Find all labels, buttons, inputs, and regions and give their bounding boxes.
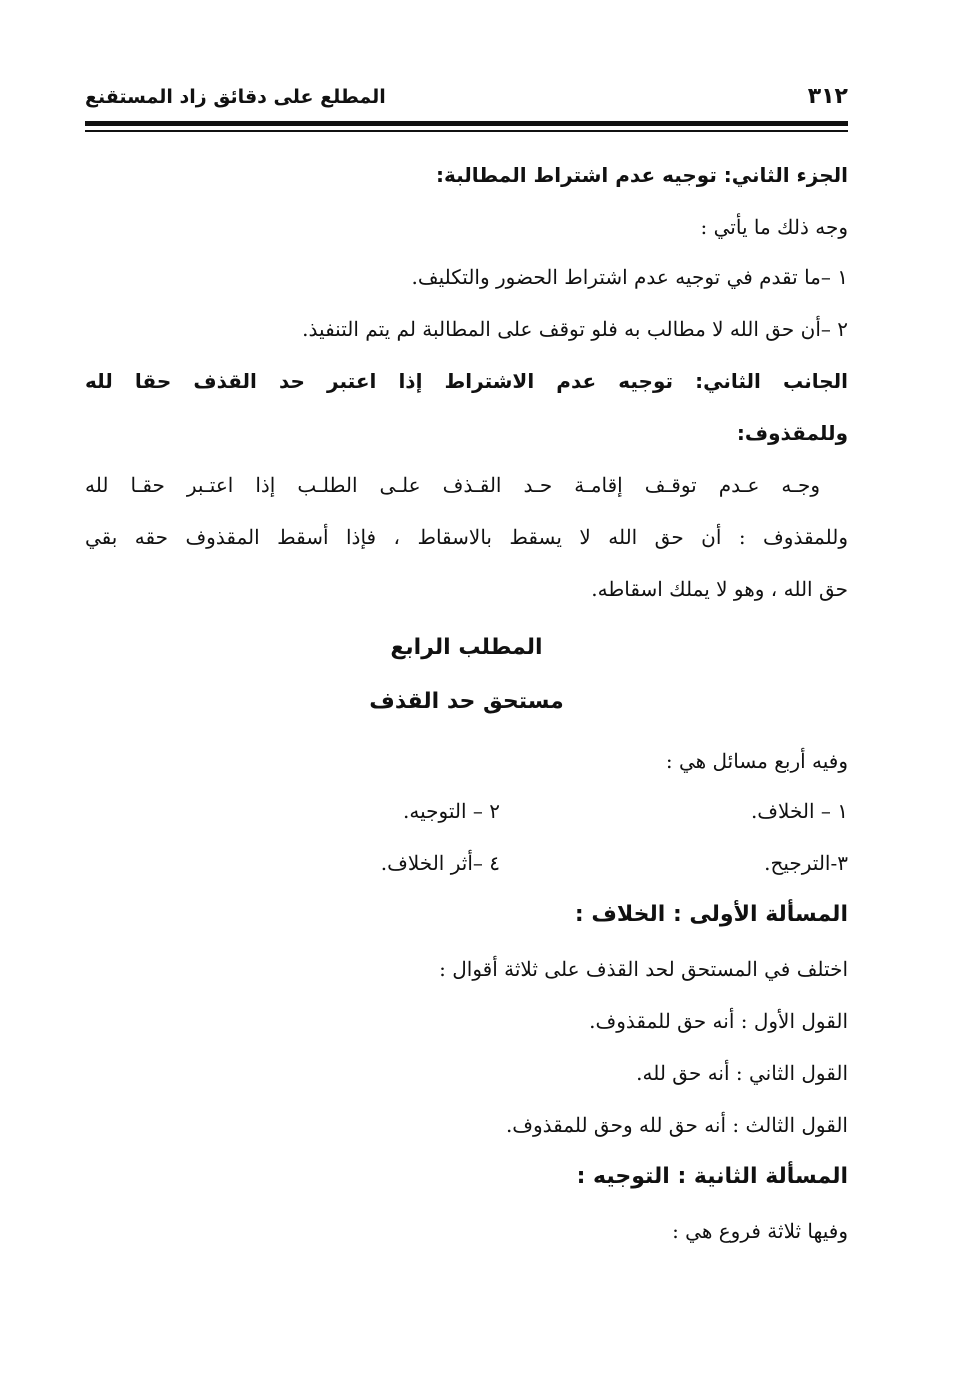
page-number: ٣١٢ <box>807 84 848 109</box>
side2-heading-line2: وللمقذوف: <box>736 421 848 445</box>
matlab-subheading: مستحق حد القذف <box>369 689 564 714</box>
opinion-3: القول الثالث : أنه حق لله وحق للمقذوف. <box>505 1113 848 1137</box>
page-header <box>85 84 848 124</box>
matlab-heading: المطلب الرابع <box>390 635 543 660</box>
paragraph-line-1: وجـه عـدم توقـف إقامـة حـد القـذف علـى الطلـب إذا اعتـبر حقـا لله <box>85 473 820 497</box>
opinion-2: القول الثاني : أنه حق لله. <box>636 1061 848 1085</box>
issue-item: ٢ – التوجيه. <box>403 799 500 823</box>
issue1-intro: اختلف في المستحق لحد القذف على ثلاثة أقوال : <box>439 957 848 981</box>
section-part2-heading: الجزء الثاني: توجيه عدم اشتراط المطالبة: <box>436 163 848 187</box>
intro-line: وجه ذلك ما يأتي : <box>700 215 848 239</box>
header-rule-thick <box>85 121 848 126</box>
point-2: ٢ –أن حق الله لا مطالب به فلو توقف على المطالبة لم يتم التنفيذ. <box>302 317 848 341</box>
header-rule-thin <box>85 130 848 132</box>
issue2-heading: المسألة الثانية : التوجيه : <box>576 1164 848 1189</box>
issue2-intro: وفيها ثلاثة فروع هي : <box>672 1219 848 1243</box>
side2-heading-line1: الجانب الثاني: توجيه عدم الاشتراط إذا اعتبر حد القذف حقا لله <box>85 369 848 393</box>
opinion-1: القول الأول : أنه حق للمقذوف. <box>589 1009 848 1033</box>
issues-intro: وفيه أربع مسائل هي : <box>665 749 848 773</box>
paragraph-line-3: حق الله ، وهو لا يملك اسقاطه. <box>591 577 848 601</box>
issue-item: ٣-الترجيح. <box>764 851 848 875</box>
issue-item: ١ – الخلاف. <box>750 799 848 823</box>
point-1: ١ –ما تقدم في توجيه عدم اشتراط الحضور والتكليف. <box>411 265 848 289</box>
running-title: المطلع على دقائق زاد المستقنع <box>85 86 386 108</box>
paragraph-line-2: وللمقذوف : أن حق الله لا يسقط بالاسقاط ، فإذا أسقط المقذوف حقه بقي <box>85 525 848 549</box>
issue-item: ٤ –أثر الخلاف. <box>380 851 500 875</box>
issue1-heading: المسألة الأولى : الخلاف : <box>574 902 848 927</box>
